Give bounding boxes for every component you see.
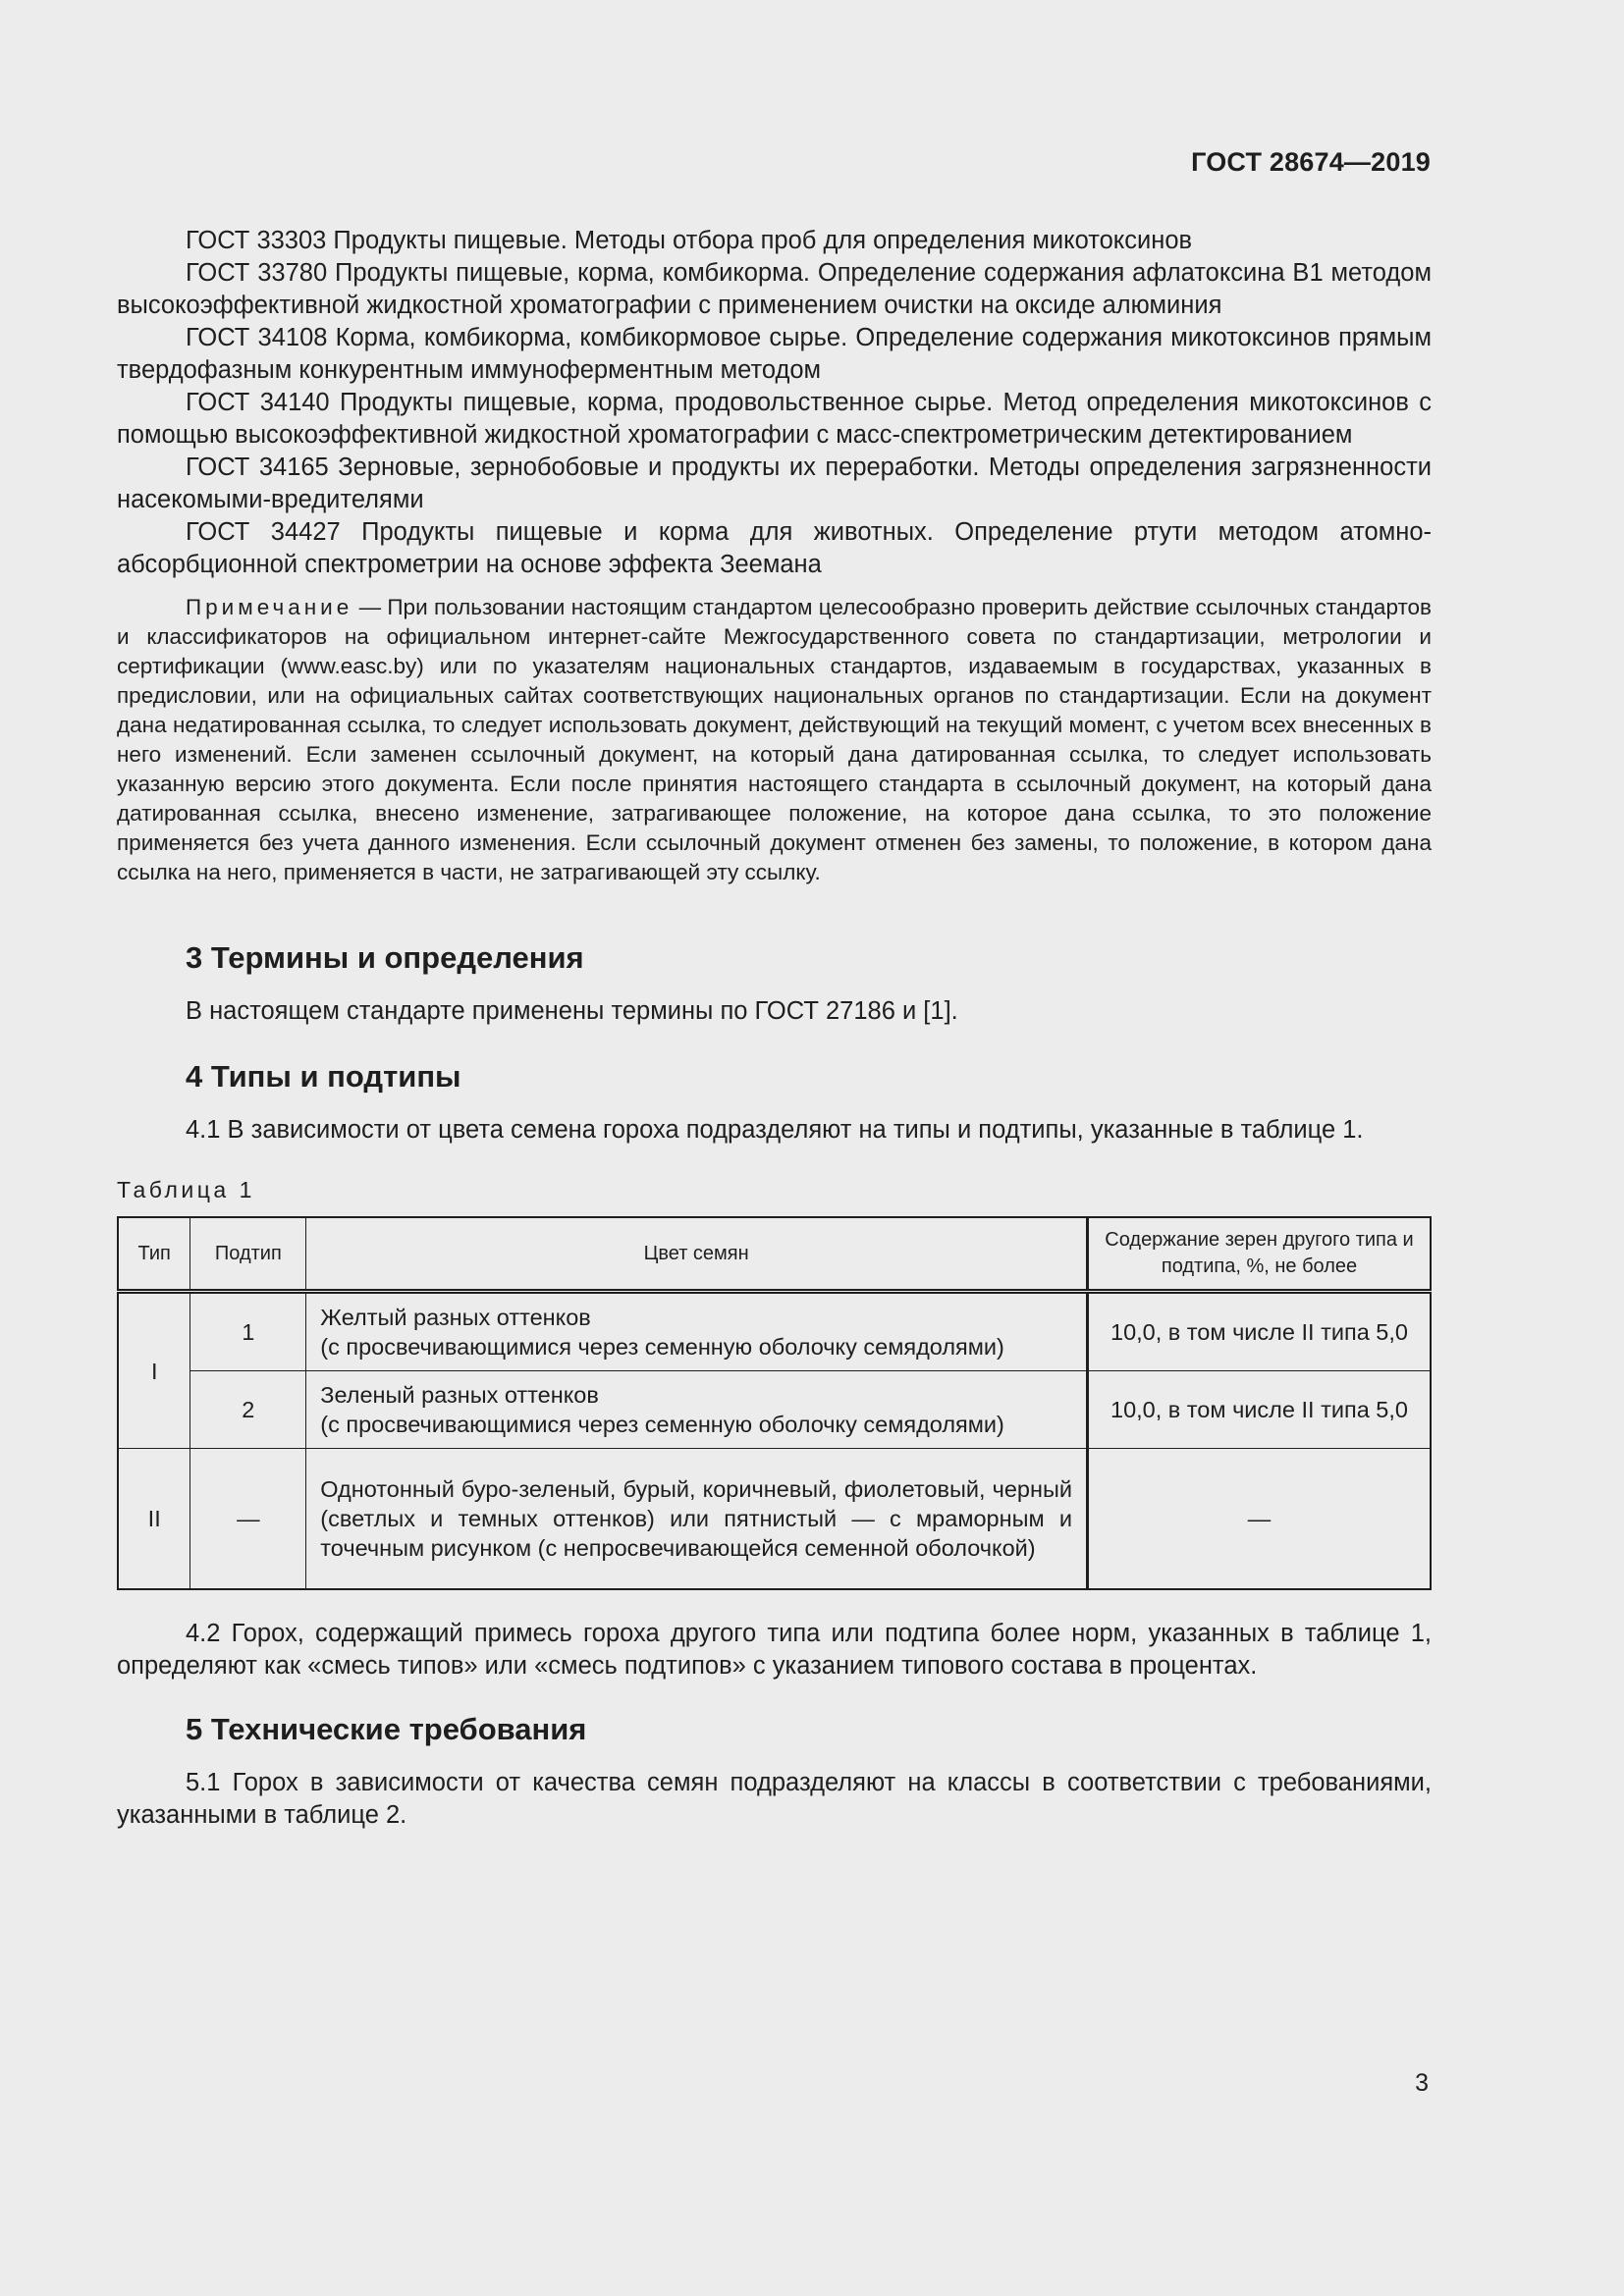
header-type: Тип bbox=[118, 1217, 190, 1292]
section-4-title: 4 Типы и подтипы bbox=[186, 1059, 461, 1094]
section-5-1-text: 5.1 Горох в зависимости от качества семян подразделяют на классы в соответствии с требованиями, указанными в таблице 2. bbox=[117, 1769, 1432, 1829]
table-row bbox=[118, 1449, 1431, 1590]
table-row bbox=[118, 1371, 1431, 1449]
reference-item: ГОСТ 34108 Корма, комбикорма, комбикормовое сырье. Определение содержания микотоксинов прямым твердофазным конкурентным иммуноферментным методом bbox=[117, 324, 1432, 384]
page-number: 3 bbox=[1415, 2069, 1429, 2097]
note-text: — При пользовании настоящим стандартом целесообразно проверить действие ссылочных стандартов и классификаторов на официальном интернет-сайте Межгосударственного совета по стандартизации, метрологии и сертификации (www.easc.by) или по указателям национальных стандартов, издаваемым в государствах, указанных в предисловии, или на официальных сайтах соответствующих национальных органов по стандартизации. Если на документ дана недатированная ссылка, то следует использовать документ, действующий на текущий момент, с учетом всех внесенных в него изменений. Если заменен ссылочный документ, на который дана датированная ссылка, то следует использовать указанную версию этого документа. Если после принятия настоящего стандарта в ссылочный документ, на который дана датированная ссылка, внесено изменение, затрагивающее положение, на которое дана ссылка, то это положение применяется без учета данного изменения. Если ссылочный документ отменен без замены, то положение, в котором дана ссылка на него, применяется в части, не затрагивающей эту ссылку. bbox=[117, 595, 1432, 884]
header-color: Цвет семян bbox=[306, 1217, 1088, 1292]
section-3-text: В настоящем стандарте применены термины по ГОСТ 27186 и [1]. bbox=[186, 997, 958, 1025]
section-4-1-text: 4.1 В зависимости от цвета семена гороха подразделяют на типы и подтипы, указанные в таблице 1. bbox=[186, 1116, 1364, 1144]
reference-item: ГОСТ 34427 Продукты пищевые и корма для животных. Определение ртути методом атомно-абсорбционной спектрометрии на основе эффекта Зеемана bbox=[117, 518, 1432, 578]
cell-type: II bbox=[118, 1449, 190, 1590]
reference-item: ГОСТ 34140 Продукты пищевые, корма, продовольственное сырье. Метод определения микотоксинов с помощью высокоэффективной жидкостной хроматографии с масс-спектрометрическим детектированием bbox=[117, 389, 1432, 449]
color-line: (с просвечивающимися через семенную оболочку семядолями) bbox=[320, 1412, 1004, 1437]
reference-item: ГОСТ 33303 Продукты пищевые. Методы отбора проб для определения микотоксинов bbox=[186, 227, 1193, 254]
cell-color bbox=[306, 1449, 1088, 1590]
references-list bbox=[117, 225, 1432, 581]
color-line: Зеленый разных оттенков bbox=[320, 1382, 599, 1408]
section-4-2-text: 4.2 Горох, содержащий примесь гороха другого типа или подтипа более норм, указанных в таблице 1, определяют как «смесь типов» или «смесь подтипов» с указанием типового состава в процентах. bbox=[117, 1620, 1432, 1680]
section-3-title: 3 Термины и определения bbox=[186, 940, 584, 975]
reference-item: ГОСТ 34165 Зерновые, зернобобовые и продукты их переработки. Методы определения загрязненности насекомыми-вредителями bbox=[117, 454, 1432, 513]
cell-color bbox=[306, 1292, 1088, 1371]
header-content: Содержание зерен другого типа и подтипа, %, не более bbox=[1087, 1217, 1431, 1292]
cell-color bbox=[306, 1371, 1088, 1449]
document-header: ГОСТ 28674—2019 bbox=[1191, 147, 1431, 177]
cell-subtype: 2 bbox=[190, 1371, 306, 1449]
types-table bbox=[117, 1216, 1432, 1590]
table-header-row bbox=[118, 1217, 1431, 1292]
color-line: Желтый разных оттенков bbox=[320, 1305, 591, 1330]
cell-type: I bbox=[118, 1292, 190, 1449]
note-label: Примечание bbox=[186, 595, 353, 619]
reference-item: ГОСТ 33780 Продукты пищевые, корма, комбикорма. Определение содержания афлатоксина В1 методом высокоэффективной жидкостной хроматографии с применением очистки на оксиде алюминия bbox=[117, 259, 1432, 319]
document-body bbox=[117, 225, 1432, 1832]
cell-content: — bbox=[1087, 1449, 1431, 1590]
color-line: Однотонный буро-зеленый, бурый, коричневый, фиолетовый, черный (светлых и темных оттенков) или пятнистый — с мраморным и точечным рисунком (с непросвечивающейся семенной оболочкой) bbox=[320, 1476, 1072, 1561]
table-row bbox=[118, 1292, 1431, 1371]
section-5-title: 5 Технические требования bbox=[186, 1712, 587, 1746]
table-caption: Таблица 1 bbox=[117, 1177, 255, 1202]
cell-content: 10,0, в том числе II типа 5,0 bbox=[1087, 1371, 1431, 1449]
note-block bbox=[117, 593, 1432, 887]
cell-subtype: — bbox=[190, 1449, 306, 1590]
header-subtype: Подтип bbox=[190, 1217, 306, 1292]
cell-content: 10,0, в том числе II типа 5,0 bbox=[1087, 1292, 1431, 1371]
color-line: (с просвечивающимися через семенную оболочку семядолями) bbox=[320, 1334, 1004, 1360]
cell-subtype: 1 bbox=[190, 1292, 306, 1371]
